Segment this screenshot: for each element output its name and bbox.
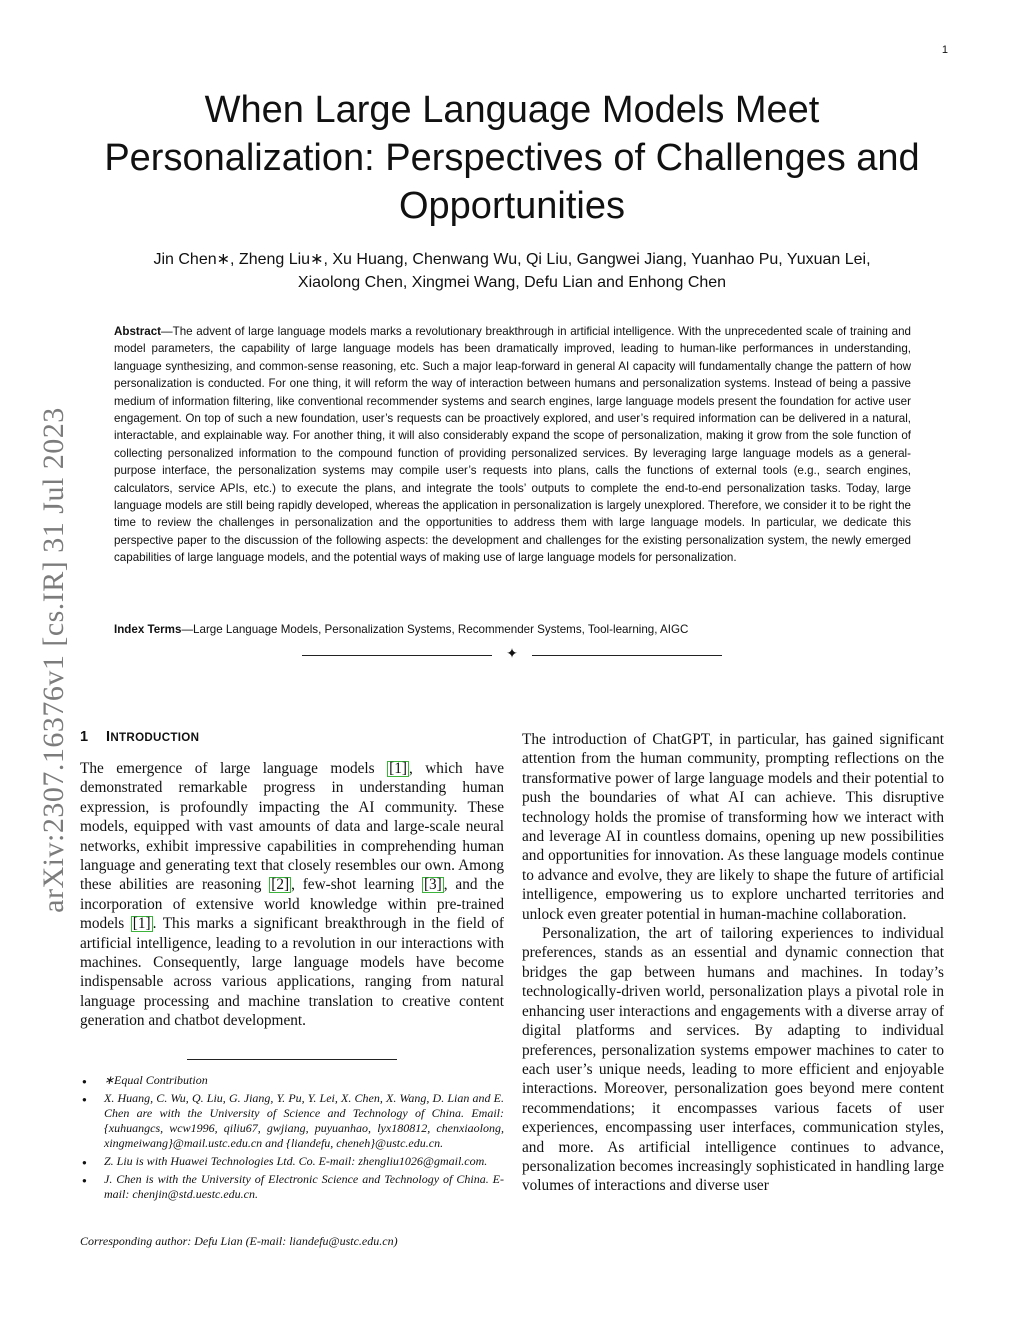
footnotes — [80, 1073, 504, 1205]
author-line: Jin Chen∗, Zheng Liu∗, Xu Huang, Chenwang Wu, Qi Liu, Gangwei Jiang, Yuanhao Pu, Yuxuan Lei, — [153, 251, 871, 268]
intro-text: , few-shot learning — [291, 876, 422, 894]
title-line: Personalization: Perspectives of Challenges and — [104, 137, 920, 179]
intro-text: , and the incorporation of extensive world knowledge within pre-trained models — [80, 876, 504, 933]
intro-text: . This marks a significant breakthrough in the field of artificial intelligence, leading to a revolution in our interactions with machines. Consequently, large language models have become indispensable across various applications, ranging from natural language processing and machine translation to creative content generation and chatbot development. — [80, 915, 504, 1030]
separator-rule-left — [302, 655, 492, 656]
index-terms — [114, 621, 911, 638]
arxiv-stamp[interactable]: arXiv:2307.16376v1 [cs.IR] 31 Jul 2023 — [37, 407, 70, 913]
citation-link[interactable]: [3] — [423, 876, 442, 894]
section-heading — [80, 726, 504, 749]
citation-link[interactable]: [1] — [389, 760, 407, 777]
separator-rule-right — [532, 655, 722, 656]
section-title-initial: I — [106, 729, 111, 745]
abstract-text: —The advent of large language models marks a revolutionary breakthrough in artificial intelligence. With the unprecedented scale of training and model parameters, the capability of large language models has been dramatically improved, leading to human-like performances in understanding, language synthesizing, and common-sense reasoning, etc. Such a major leap-forward in general AI capacity will fundamentally change the pattern of how personalization is conducted. For one thing, it will reform the way of interaction between humans and personalization systems. Instead of being a passive medium of information filtering, like conventional recommender systems and search engines, large language models present the foundation for active user engagement. On top of such a new foundation, user’s requests can be proactively explored, and user’s required information can be delivered in a natural, interactable, and explainable way. For another thing, it will also considerably expand the scope of personalization, making it grow from the sole function of collecting personalized information to the compound function of providing personalized services. By leveraging large language models as a general-purpose interface, the personalization systems may compile user’s requests into plans, calls the functions of external tools (e.g., search engines, calculators, service APIs, etc.) to execute the plans, and integrate the tools’ outputs to complete the end-to-end personalization tasks. Today, large language models are still being rapidly developed, whereas the application in personalization is largely unexplored. Therefore, we consider it to be right the time to review the challenges in personalization and the opportunities to address them with large language models. In particular, we dedicate this perspective paper to the discussion of the following aspects: the development and challenges for the existing personalization system, the newly emerged capabilities of large language models, and the potential ways of making use of large language models for personalization. — [114, 325, 911, 565]
index-terms-text: —Large Language Models, Personalization Systems, Recommender Systems, Tool-learning, AIGC — [181, 623, 689, 636]
citation-link[interactable]: [1] — [132, 915, 151, 933]
index-terms-label: Index Terms — [114, 623, 182, 636]
intro-text: The emergence of large language models — [80, 760, 388, 777]
author-list — [80, 248, 944, 294]
footnote-item: ● Z. Liu is with Huawei Technologies Ltd. Co. E-mail: zhengliu1026@gmail.com. — [80, 1154, 504, 1169]
footnote-item: ● X. Huang, C. Wu, Q. Liu, G. Jiang, Y. Pu, Y. Lei, X. Chen, X. Wang, D. Lian and E. Chen are with the University of Science and Technology of China. Email: {xuhuangcs, wcw1996, qiliu67, gwjiang, puyuanhao, lyx180812, chenxiaolong, xingmeiwang}@mail.ustc.edu.cn and {liandefu, cheneh}@ustc.edu.cn. — [80, 1091, 504, 1151]
left-column — [80, 726, 504, 1031]
abstract-label: Abstract — [114, 325, 162, 338]
title-line: When Large Language Models Meet — [204, 89, 820, 131]
separator-star-icon: ✦ — [506, 647, 518, 662]
intro-paragraph: Personalization, the art of tailoring experiences to individual preferences, stands as an essential and dynamic connection that bridges the gap between humans and machines. In today’s technologically-driven world, personalization plays a pivotal role in enhancing user interactions and engagements with a diverse array of digital platforms and services. By adapting to individual preferences, personalization systems empower machines to cater to each user’s unique needs, leading to more efficient and enjoyable interactions. Moreover, personalization goes beyond mere content recommendations; it encompasses various facets of user experiences, encompassing user interfaces, communication styles, and more. As artificial intelligence continues to advance, personalization becomes increasingly sophisticated in handling large volumes of interactions and diverse user — [522, 925, 944, 1195]
footnote-item: ● ∗Equal Contribution — [80, 1073, 504, 1088]
intro-paragraph — [80, 759, 504, 1031]
corresponding-author: Corresponding author: Defu Lian (E-mail: liandefu@ustc.edu.cn) — [80, 1234, 398, 1248]
title-line: Opportunities — [398, 185, 625, 227]
intro-paragraph: The introduction of ChatGPT, in particular, has gained significant attention from the human community, prompting reflections on the transformative power of large language models and their potential to push the boundaries of what AI can achieve. This disruptive technology holds the promise of transforming how we interact with and leverage AI in countless domains, opening up new possibilities and opportunities for innovation. As these language models continue to advance and evolve, they are likely to shape the future of artificial intelligence, empowering us to explore uncharted territories and unlock even greater potential in human-machine collaboration. — [522, 731, 944, 923]
citation-link[interactable]: [2] — [271, 876, 290, 894]
page-number: 1 — [941, 44, 948, 56]
section-number: 1 — [80, 729, 89, 745]
author-line: Xiaolong Chen, Xingmei Wang, Defu Lian and Enhong Chen — [297, 274, 727, 291]
paper-title — [80, 86, 944, 230]
right-column — [522, 730, 944, 1196]
footnote-rule — [187, 1059, 397, 1060]
section-title-rest: NTRODUCTION — [110, 731, 200, 744]
abstract — [114, 323, 911, 567]
footnote-item: ● J. Chen is with the University of Electronic Science and Technology of China. E-mail: chenjin@std.uestc.edu.cn. — [80, 1172, 504, 1202]
intro-text: , which have demonstrated remarkable progress in understanding human expression, is profoundly impacting the AI community. These models, equipped with vast amounts of data and large-scale neural networks, exhibit impressive capabilities in comprehending human language and generating text that closely resembles our own. Among these abilities are reasoning — [80, 760, 505, 894]
